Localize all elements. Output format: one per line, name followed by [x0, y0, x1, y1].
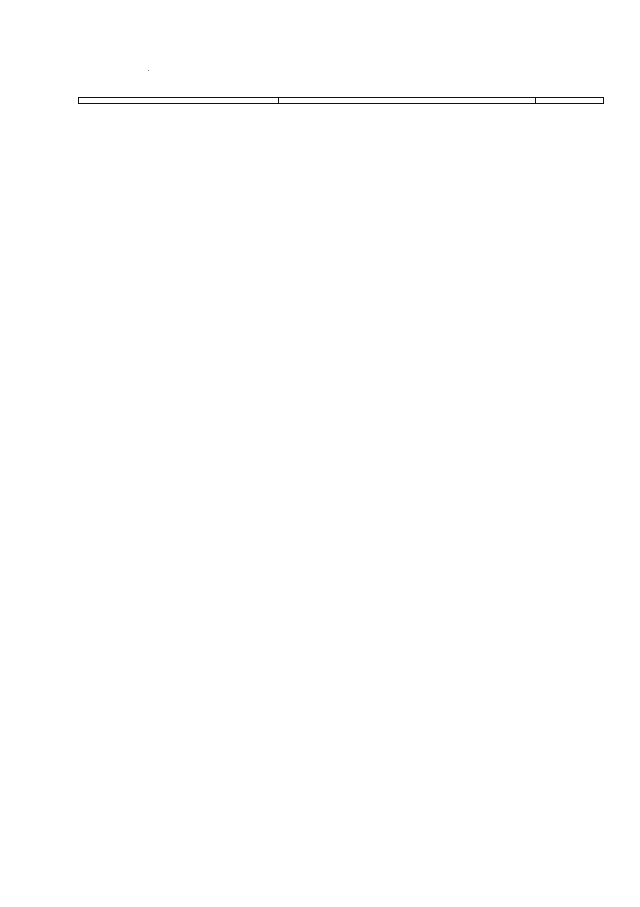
- header-name: [279, 98, 536, 104]
- table-header: [78, 97, 604, 104]
- header-level: [536, 98, 604, 104]
- scan-speck: [148, 70, 149, 71]
- header-code: [79, 98, 279, 104]
